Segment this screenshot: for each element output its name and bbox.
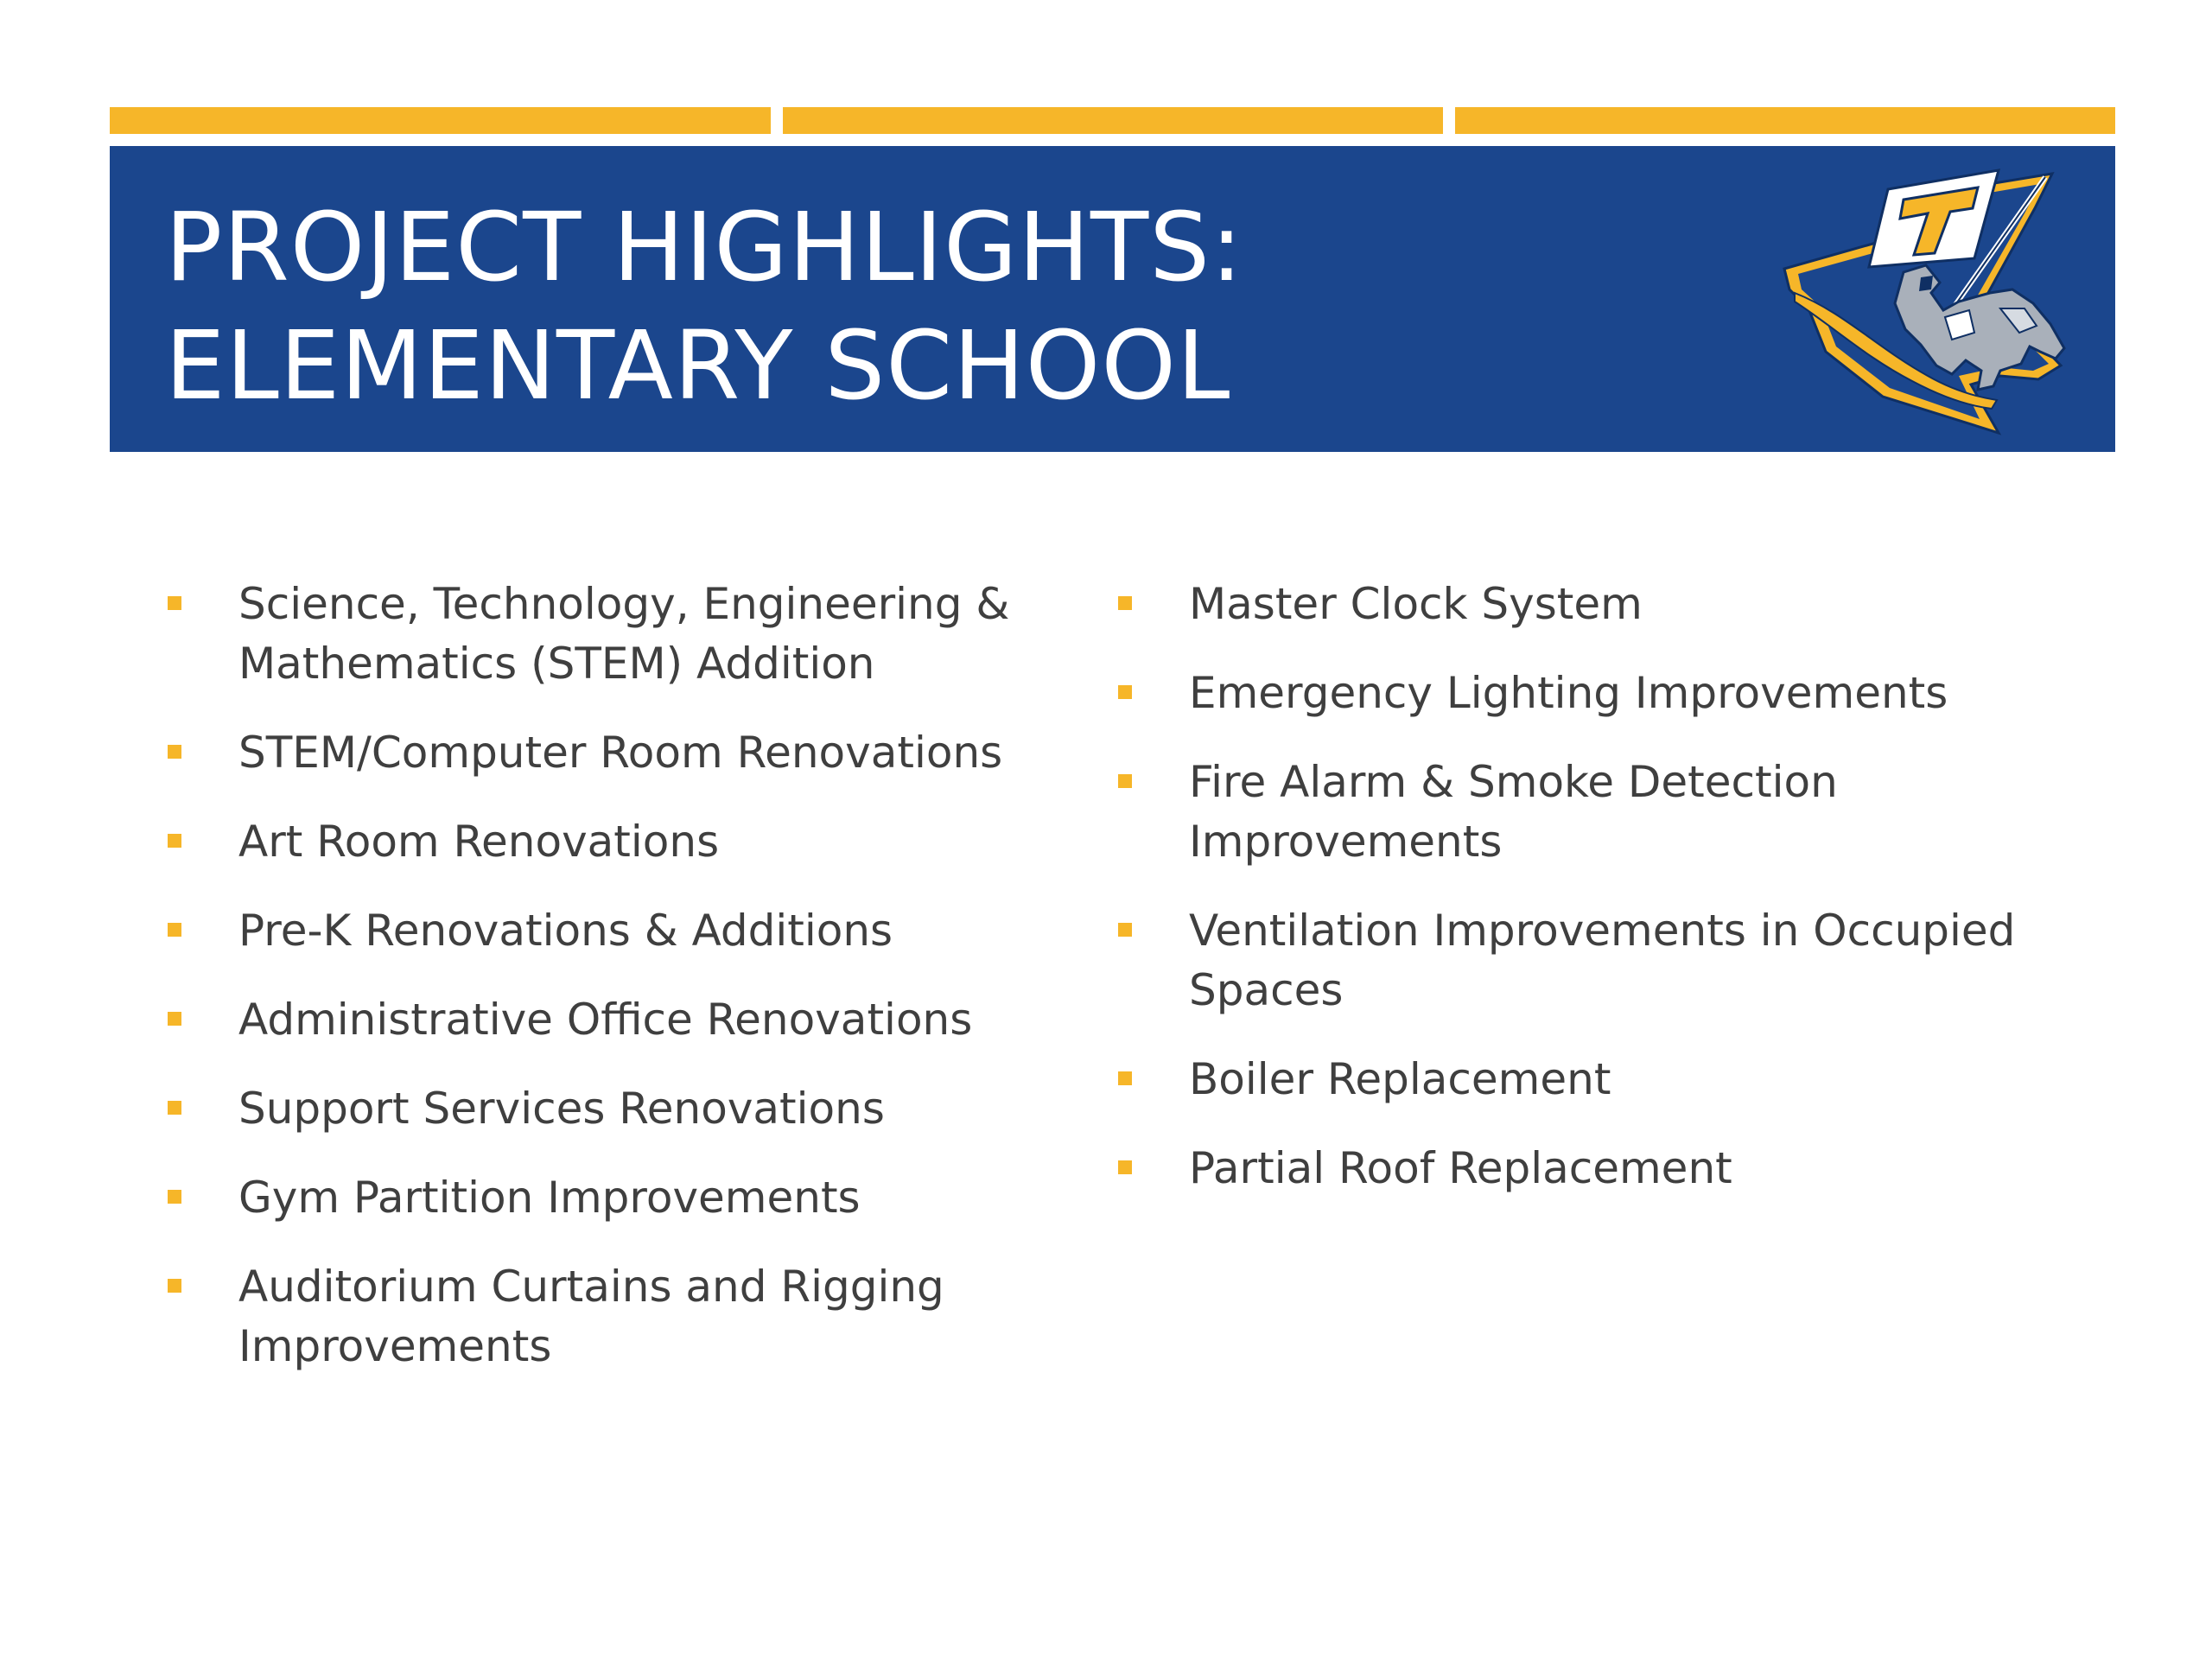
list-item-text-line: STEM/Computer Room Renovations [238,728,1003,778]
list-item [1115,664,2082,723]
square-bullet-icon [168,745,181,759]
list-item [1115,753,2082,872]
list-item [164,1079,1071,1139]
list-item [164,812,1071,872]
list-item [1115,575,2082,634]
list-item [164,723,1071,783]
accent-bar-3 [1455,107,2115,134]
list-item [1115,901,2082,1020]
list-item-text-line: Auditorium Curtains and Rigging [238,1262,944,1312]
list-item-text-line: Partial Roof Replacement [1189,1143,1732,1193]
list-item-text-line: Boiler Replacement [1189,1054,1611,1104]
list-item-text-line: Pre-K Renovations & Additions [238,906,893,956]
list-item [1115,1050,2082,1109]
list-item-text-line: Emergency Lighting Improvements [1189,668,1948,718]
list-item-text-line: Mathematics (STEM) Addition [238,639,875,689]
list-item-text-line: Science, Technology, Engineering & [238,579,1010,629]
list-item-text-line: Support Services Renovations [238,1084,885,1134]
square-bullet-icon [168,1190,181,1204]
square-bullet-icon [168,596,181,610]
list-item [164,990,1071,1050]
list-item-text-line: Art Room Renovations [238,817,720,867]
square-bullet-icon [168,1012,181,1026]
list-item-text-line: Gym Partition Improvements [238,1173,861,1223]
list-item-text-line: Improvements [1189,817,1503,867]
slide-title-line-2: ELEMENTARY SCHOOL [165,310,1231,421]
list-item [1115,1139,2082,1198]
accent-bar-1 [110,107,771,134]
list-item-text-line: Fire Alarm & Smoke Detection [1189,757,1838,807]
square-bullet-icon [168,834,181,848]
list-item-text-line: Master Clock System [1189,579,1643,629]
square-bullet-icon [1118,923,1132,937]
list-item-text-line: Ventilation Improvements in Occupied [1189,906,2016,956]
list-item [164,901,1071,961]
list-item [164,575,1071,694]
title-banner [110,146,2115,452]
school-logo-icon [1774,163,2085,440]
list-item-text-line: Spaces [1189,965,1344,1015]
list-item [164,1168,1071,1228]
list-item [164,1257,1071,1376]
left-bullet-list [164,575,1071,1406]
square-bullet-icon [168,923,181,937]
list-item-text-line: Administrative Office Renovations [238,995,973,1045]
list-item-text-line: Improvements [238,1321,552,1371]
square-bullet-icon [1118,596,1132,610]
square-bullet-icon [168,1279,181,1293]
square-bullet-icon [168,1101,181,1115]
right-bullet-list [1115,575,2082,1228]
accent-bar-2 [783,107,1443,134]
square-bullet-icon [1118,1071,1132,1085]
square-bullet-icon [1118,685,1132,699]
square-bullet-icon [1118,774,1132,788]
slide-title-line-1: PROJECT HIGHLIGHTS: [165,192,1244,302]
square-bullet-icon [1118,1160,1132,1174]
